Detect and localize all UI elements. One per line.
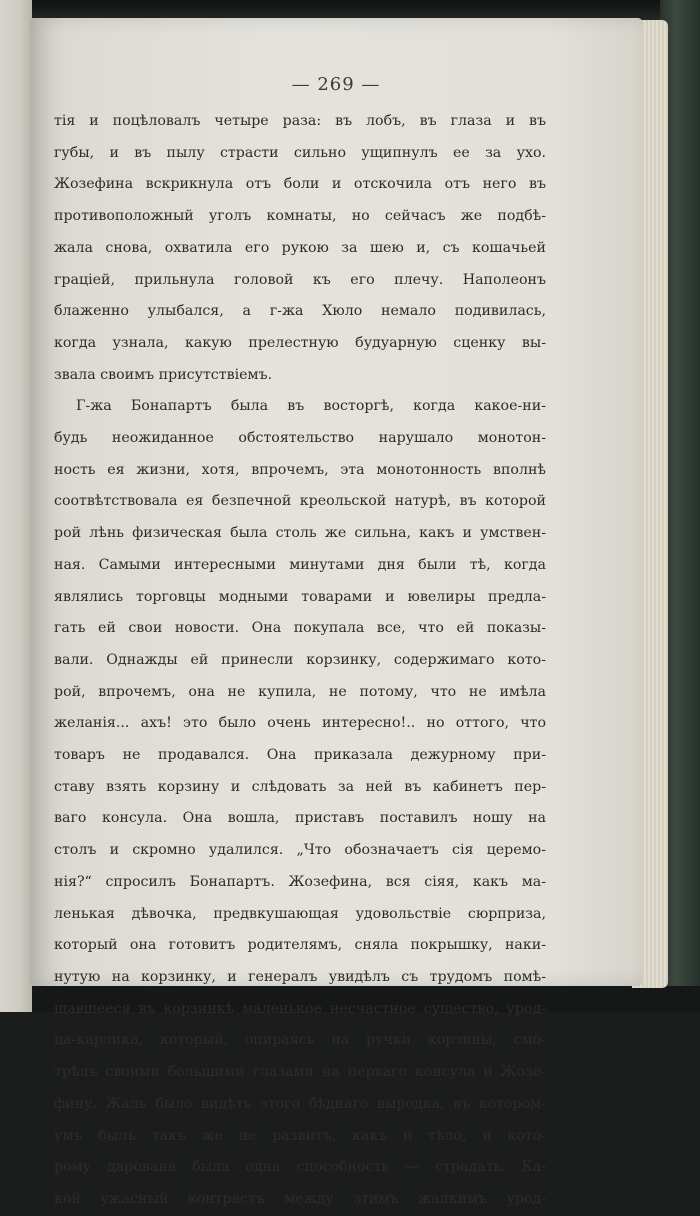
page-text — [54, 106, 546, 1216]
text-line: рой, впрочемъ, она не купила, не потому, что не имѣла — [54, 683, 546, 700]
text-line: нутую на корзинку, и генералъ увидѣлъ съ трудомъ помѣ- — [54, 968, 546, 985]
text-line: гать ей свои новости. Она покупала все, что ей показы- — [54, 620, 546, 637]
text-line: ставу взять корзину и слѣдовать за ней въ кабинетъ пер- — [54, 778, 546, 795]
text-line: нія?“ спросилъ Бонапартъ. Жозефина, вся сіяя, какъ ма- — [54, 873, 546, 890]
text-line: кой ужасный контрастъ между этимъ жалкимъ урод- — [54, 1190, 546, 1207]
text-line: противоположный уголъ комнаты, но сейчасъ же подбѣ- — [54, 208, 546, 225]
facing-page-edge — [0, 0, 32, 1012]
text-line: рому дарована была одна способность — страдать. Ка- — [54, 1159, 546, 1176]
text-line: который она готовитъ родителямъ, сняла покрышку, наки- — [54, 937, 546, 954]
text-line: звала своимъ присутствіемъ. — [54, 366, 273, 383]
text-line: ная. Самыми интересными минутами дня были тѣ, когда — [54, 556, 546, 573]
text-line: Жозефина вскрикнула отъ боли и отскочила отъ него въ — [54, 176, 546, 193]
text-line: являлись торговцы модными товарами и ювелиры предла- — [54, 588, 546, 605]
text-line: граціей, прильнула головой къ его плечу. Наполеонъ — [54, 271, 546, 288]
text-line: Г-жа Бонапартъ была въ восторгѣ, когда какое-ни- — [76, 398, 546, 415]
text-line: будь неожиданное обстоятельство нарушало монотон- — [54, 430, 546, 447]
page-number: — 269 — — [291, 74, 381, 95]
text-line: когда узнала, какую прелестную будуарную сценку вы- — [54, 334, 546, 351]
text-line: блаженно улыбался, а г-жа Хюло немало подивилась, — [54, 303, 546, 320]
text-line: щавшееся въ корзинкѣ маленькое несчастное существо, урод- — [54, 1000, 546, 1017]
text-line: умъ былъ такъ же не развитъ, какъ и тѣло, и кото- — [54, 1127, 546, 1144]
text-line: трѣлъ своими большими глазами на перваго консула и Жозе- — [54, 1064, 546, 1081]
text-line: фину. Жаль было видѣть этого бѣднаго выродка, въ котором- — [54, 1095, 546, 1112]
text-line: ность ея жизни, хотя, впрочемъ, эта монотонность вполнѣ — [54, 461, 546, 478]
text-line: товаръ не продавался. Она приказала дежурному при- — [54, 747, 546, 764]
text-line: ца-карлика, который, опираясь на ручки корзины, смо- — [54, 1032, 546, 1049]
text-line: жала снова, охватила его рукою за шею и, съ кошачьей — [54, 239, 546, 256]
text-line: рой лѣнь физическая была столь же сильна, какъ и умствен- — [54, 525, 546, 542]
text-line: вали. Однажды ей принесли корзинку, содержимаго кото- — [54, 651, 546, 668]
text-line: желанія... ахъ! это было очень интересно!.. но оттого, что — [54, 715, 546, 732]
text-line: ваго консула. Она вошла, приставъ поставилъ ношу на — [54, 810, 546, 827]
text-line: ленькая дѣвочка, предвкушающая удовольствіе сюрприза, — [54, 905, 546, 922]
text-line: губы, и въ пылу страсти сильно ущипнулъ ее за ухо. — [54, 144, 546, 161]
text-line: соотвѣтствовала ея безпечной креольской натурѣ, въ которой — [54, 493, 546, 510]
book-page — [30, 18, 642, 1207]
text-line: тія и поцѣловалъ четыре раза: въ лобъ, въ глаза и въ — [54, 113, 546, 129]
text-line: столъ и скромно удалился. „Что обозначаетъ сія церемо- — [54, 842, 546, 859]
